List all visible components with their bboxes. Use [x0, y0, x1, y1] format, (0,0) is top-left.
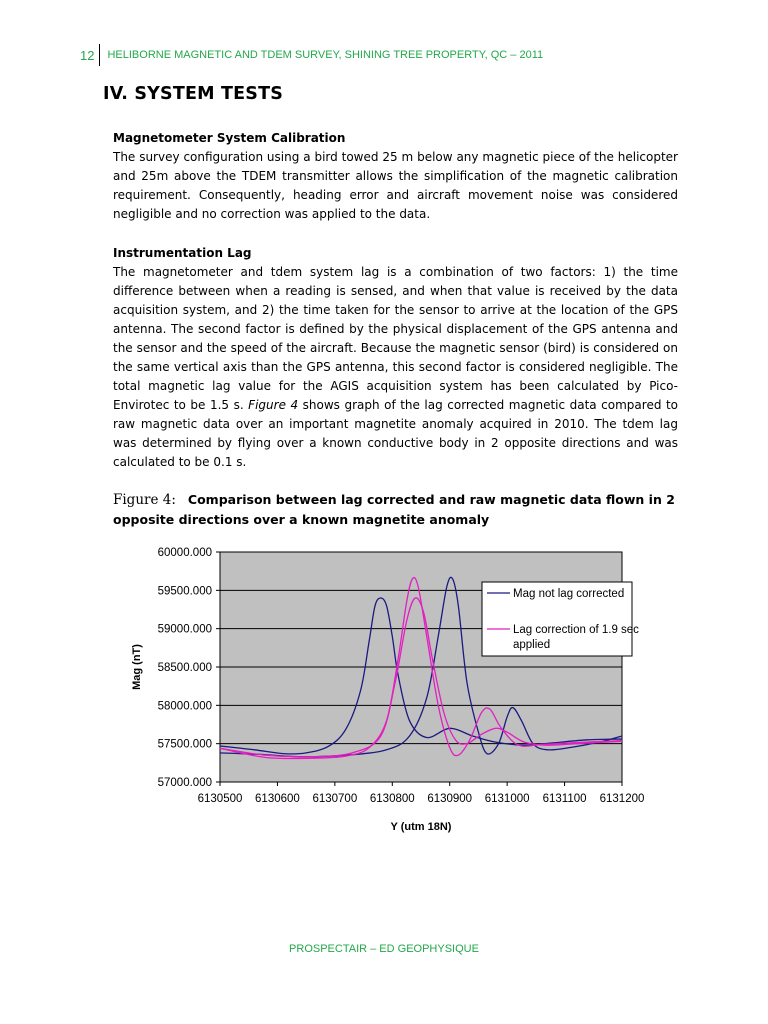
y-tick-label: 60000.000 — [157, 547, 212, 559]
figure-label: Figure 4: — [113, 492, 176, 508]
section-title: IV. SYSTEM TESTS — [103, 84, 284, 104]
figure-reference: Figure 4 — [248, 398, 299, 412]
subsection-paragraph: The survey configuration using a bird towed 25 m below any magnetic piece of the helicopter and 25m above the TDEM transmitter allows the simplification of the magnetic calibration requirement. Consequently, heading error and aircraft movement noise was considered negligible and no correction was applied to the data. — [113, 150, 678, 221]
page-footer: PROSPECTAIR – ED GEOPHYSIQUE — [289, 943, 479, 955]
running-title: HELIBORNE MAGNETIC AND TDEM SURVEY, SHINING TREE PROPERTY, QC – 2011 — [107, 49, 544, 61]
figure-caption — [113, 490, 678, 529]
legend-label: Mag not lag corrected — [513, 588, 625, 600]
x-tick-label: 6131000 — [484, 793, 530, 805]
y-tick-label: 59000.000 — [157, 623, 212, 636]
legend-label-line: Lag correction of 1.9 sec — [513, 624, 639, 636]
y-tick-label: 58000.000 — [157, 700, 212, 713]
x-tick-label: 6130900 — [427, 793, 473, 805]
page-number: 12 — [80, 47, 95, 63]
y-axis-label: Mag (nT) — [131, 644, 143, 690]
header-divider — [99, 44, 100, 66]
x-tick-label: 6130800 — [369, 793, 415, 805]
subsection-heading: Instrumentation Lag — [113, 246, 252, 260]
legend — [482, 582, 642, 656]
y-tick-label: 58500.000 — [157, 662, 212, 674]
x-tick-label: 6131200 — [599, 793, 645, 805]
y-tick-label: 59500.000 — [157, 585, 212, 598]
legend-label-line: applied — [513, 639, 551, 651]
subsection-magnetometer-calibration — [113, 129, 678, 224]
x-tick-label: 6130500 — [197, 793, 243, 805]
x-tick-label: 6131100 — [542, 793, 587, 805]
magnetic-data-chart — [120, 540, 660, 840]
paragraph-text: The magnetometer and tdem system lag is a combination of two factors: 1) the time difference between when a reading is sensed, and when that value is received by the data acquisition system, and 2) the time taken for the sensor to arrive at the location of the GPS antenna. The second factor is defined by the physical displacement of the GPS antenna and the sensor and the speed of the aircraft. Because the magnetic sensor (bird) is considered on the same vertical axis than the GPS antenna, this second factor is considered negligible. The total magnetic lag value for the AGIS acquisition system has been calculated by Pico-Envirotec to be 1.5 s. — [113, 265, 678, 412]
subsection-heading: Magnetometer System Calibration — [113, 131, 346, 145]
subsection-paragraph — [113, 263, 678, 472]
paragraph-text: shows graph of the lag corrected magnetic data compared to raw magnetic data over an important magnetite anomaly acquired in 2010. The tdem lag was determined by flying over a known conductive body in 2 opposite directions and was calculated to be 0.1 s. — [113, 398, 679, 469]
x-tick-label: 6130700 — [312, 793, 358, 805]
y-tick-label: 57000.000 — [157, 777, 212, 789]
x-tick-label: 6130600 — [255, 793, 300, 805]
running-header — [80, 44, 543, 66]
subsection-instrumentation-lag — [113, 244, 678, 472]
x-axis-label: Y (utm 18N) — [390, 821, 452, 833]
y-tick-label: 57500.000 — [157, 738, 212, 751]
figure-caption-text: Comparison between lag corrected and raw magnetic data flown in 2 opposite directions over a known magnetite anomaly — [113, 492, 675, 527]
